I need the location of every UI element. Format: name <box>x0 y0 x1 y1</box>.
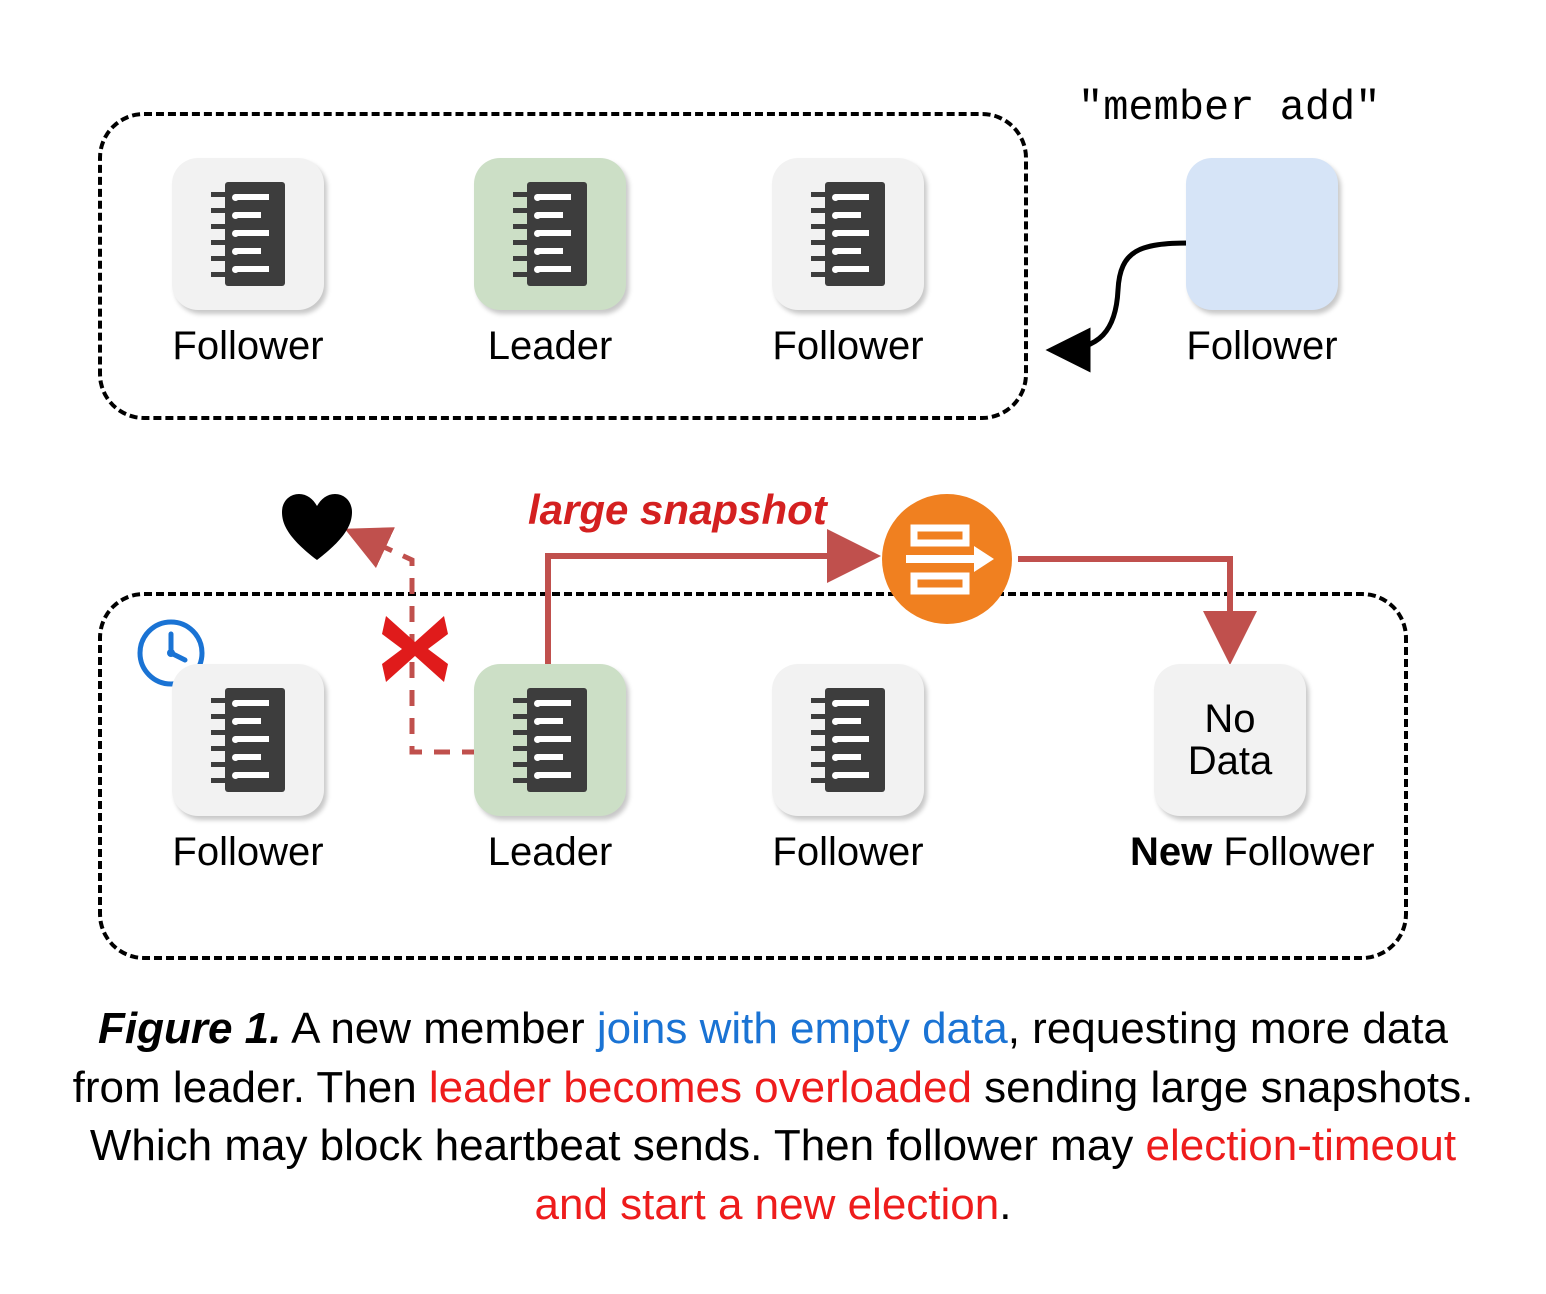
large-snapshot-label: large snapshot <box>528 486 827 533</box>
caption-part-3: leader becomes overloaded <box>428 1062 972 1112</box>
node-follower-bottom-2[interactable] <box>748 664 948 874</box>
node-label: Leader <box>487 324 613 368</box>
node-follower-top-2[interactable] <box>748 158 948 368</box>
caption-part-5: election-timeout and start a new election <box>534 1121 1457 1229</box>
server-tile-leader[interactable] <box>474 158 626 310</box>
server-rack-icon <box>513 182 587 286</box>
heart-icon <box>280 492 354 562</box>
server-rack-icon <box>513 688 587 792</box>
node-label-new: New <box>1130 830 1213 874</box>
node-label: Follower <box>172 830 324 874</box>
node-label: Follower <box>1186 324 1338 368</box>
node-follower-bottom-1[interactable] <box>148 664 348 874</box>
server-rack-icon <box>211 182 285 286</box>
red-x-icon <box>378 612 452 686</box>
caption-part-6: . <box>999 1179 1012 1229</box>
node-leader-bottom[interactable] <box>450 664 650 874</box>
caption-part-4: sending large snapshots. Which may block heartbeat sends. Then follower may <box>89 1062 1474 1171</box>
server-tile[interactable] <box>772 158 924 310</box>
caption-part-1: joins with empty data <box>596 1004 1008 1053</box>
node-label: Follower <box>772 324 924 368</box>
node-joining-follower[interactable] <box>1162 158 1362 368</box>
server-tile-no-data[interactable] <box>1154 664 1306 816</box>
node-label-rest: Follower <box>1212 830 1375 874</box>
server-tile[interactable] <box>172 664 324 816</box>
no-data-line-2: Data <box>1187 739 1273 783</box>
figure-number: Figure 1. <box>98 1004 282 1053</box>
node-label: Follower <box>172 324 324 368</box>
figure-caption <box>60 1000 1486 1234</box>
node-label <box>1130 830 1375 874</box>
snapshot-transfer-icon <box>880 492 1014 626</box>
server-rack-icon <box>211 688 285 792</box>
server-rack-icon <box>811 688 885 792</box>
no-data-text <box>1188 698 1273 782</box>
node-label: Follower <box>772 830 924 874</box>
no-data-line-1: No <box>1204 697 1256 741</box>
member-add-label: "member add" <box>1078 84 1381 132</box>
node-leader-top[interactable] <box>450 158 650 368</box>
server-tile[interactable] <box>172 158 324 310</box>
caption-part-2: , requesting more data from leader. Then <box>72 1004 1448 1112</box>
caption-part-0: A new member <box>281 1004 597 1053</box>
node-new-follower[interactable] <box>1130 664 1375 874</box>
server-tile-new-member[interactable] <box>1186 158 1338 310</box>
server-rack-icon <box>811 182 885 286</box>
node-label: Leader <box>487 830 613 874</box>
server-tile-leader[interactable] <box>474 664 626 816</box>
server-tile[interactable] <box>772 664 924 816</box>
node-follower-top-1[interactable] <box>148 158 348 368</box>
